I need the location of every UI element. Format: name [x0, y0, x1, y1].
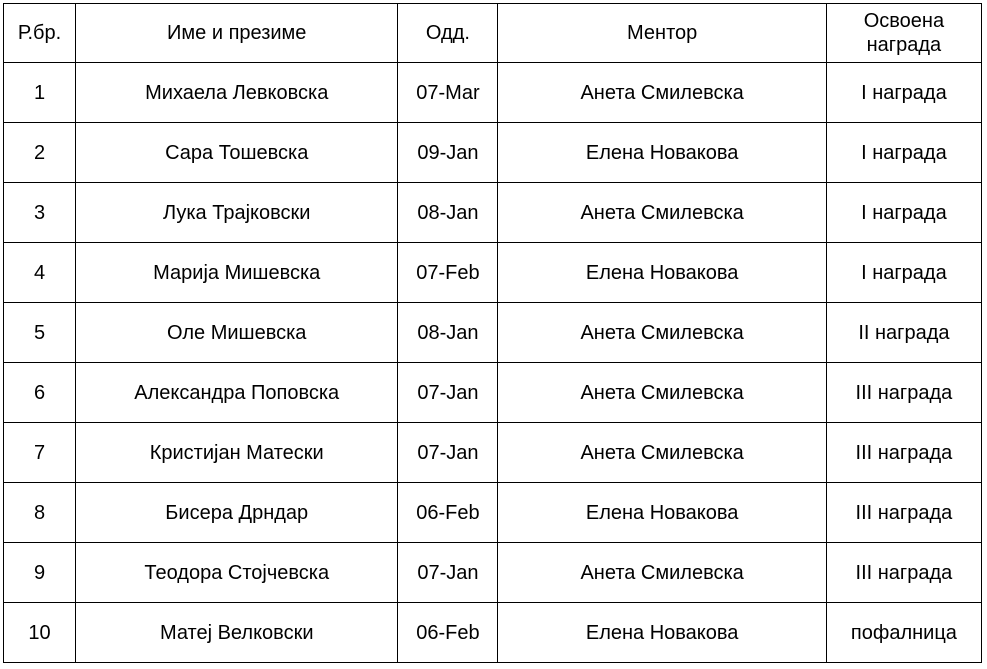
- cell-grade: 08-Jan: [398, 303, 498, 363]
- cell-number: 2: [4, 123, 76, 183]
- table-row: [4, 543, 982, 603]
- cell-number: 10: [4, 603, 76, 663]
- cell-number: 4: [4, 243, 76, 303]
- cell-name: Кристијан Матески: [76, 423, 398, 483]
- cell-award: II награда: [826, 303, 981, 363]
- cell-award: I награда: [826, 243, 981, 303]
- cell-number: 5: [4, 303, 76, 363]
- cell-grade: 07-Jan: [398, 363, 498, 423]
- cell-name: Матеј Велковски: [76, 603, 398, 663]
- cell-award: III награда: [826, 363, 981, 423]
- header-grade: Одд.: [398, 4, 498, 63]
- awards-table-body: [4, 4, 982, 663]
- table-row: [4, 183, 982, 243]
- cell-award: III награда: [826, 543, 981, 603]
- cell-mentor: Анета Смилевска: [498, 183, 826, 243]
- cell-name: Лука Трајковски: [76, 183, 398, 243]
- cell-award: III награда: [826, 423, 981, 483]
- cell-award: пофалница: [826, 603, 981, 663]
- cell-name: Оле Мишевска: [76, 303, 398, 363]
- cell-number: 8: [4, 483, 76, 543]
- cell-name: Марија Мишевска: [76, 243, 398, 303]
- cell-mentor: Анета Смилевска: [498, 63, 826, 123]
- cell-award: I награда: [826, 123, 981, 183]
- cell-grade: 07-Jan: [398, 543, 498, 603]
- cell-grade: 09-Jan: [398, 123, 498, 183]
- table-row: [4, 303, 982, 363]
- table-row: [4, 243, 982, 303]
- cell-mentor: Анета Смилевска: [498, 303, 826, 363]
- table-row: [4, 363, 982, 423]
- cell-name: Михаела Левковска: [76, 63, 398, 123]
- cell-mentor: Елена Новакова: [498, 603, 826, 663]
- cell-number: 3: [4, 183, 76, 243]
- awards-table: [3, 3, 982, 663]
- header-name: Име и презиме: [76, 4, 398, 63]
- cell-grade: 06-Feb: [398, 603, 498, 663]
- table-row: [4, 603, 982, 663]
- cell-grade: 07-Feb: [398, 243, 498, 303]
- cell-award: I награда: [826, 183, 981, 243]
- header-award: [826, 4, 981, 63]
- cell-award: III награда: [826, 483, 981, 543]
- cell-name: Сара Тошевска: [76, 123, 398, 183]
- table-row: [4, 483, 982, 543]
- cell-number: 9: [4, 543, 76, 603]
- cell-mentor: Елена Новакова: [498, 243, 826, 303]
- cell-mentor: Анета Смилевска: [498, 363, 826, 423]
- cell-mentor: Анета Смилевска: [498, 423, 826, 483]
- cell-name: Александра Поповска: [76, 363, 398, 423]
- header-award-line2: награда: [866, 34, 942, 56]
- cell-number: 6: [4, 363, 76, 423]
- cell-award: I награда: [826, 63, 981, 123]
- table-row: [4, 63, 982, 123]
- table-row: [4, 123, 982, 183]
- cell-number: 7: [4, 423, 76, 483]
- cell-grade: 08-Jan: [398, 183, 498, 243]
- table-header-row: [4, 4, 982, 63]
- cell-name: Бисера Дрндар: [76, 483, 398, 543]
- table-row: [4, 423, 982, 483]
- cell-mentor: Анета Смилевска: [498, 543, 826, 603]
- cell-mentor: Елена Новакова: [498, 483, 826, 543]
- cell-number: 1: [4, 63, 76, 123]
- cell-name: Теодора Стојчевска: [76, 543, 398, 603]
- cell-grade: 07-Mar: [398, 63, 498, 123]
- header-number: Р.бр.: [4, 4, 76, 63]
- header-mentor: Ментор: [498, 4, 826, 63]
- header-award-line1: Освоена: [863, 10, 945, 32]
- cell-grade: 06-Feb: [398, 483, 498, 543]
- cell-mentor: Елена Новакова: [498, 123, 826, 183]
- cell-grade: 07-Jan: [398, 423, 498, 483]
